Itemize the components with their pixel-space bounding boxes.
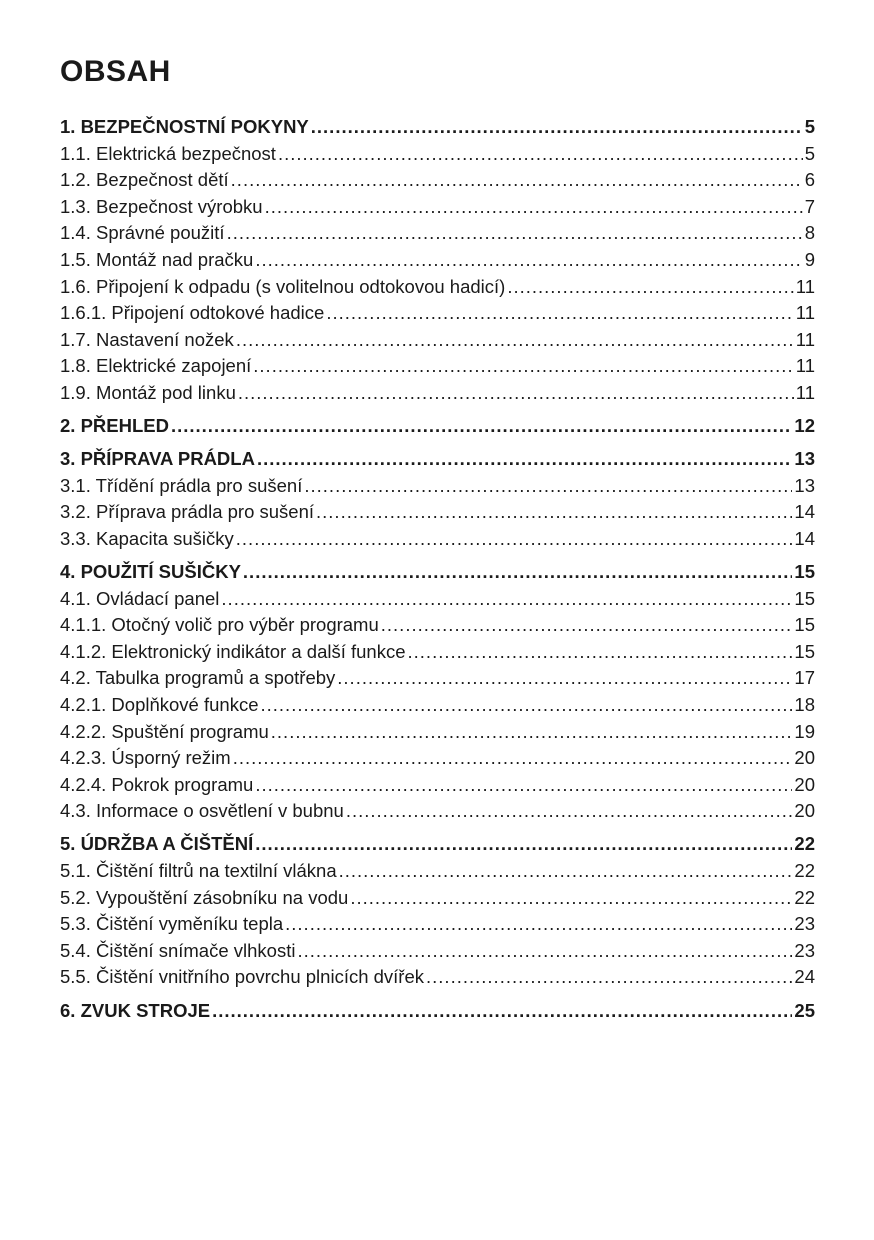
toc-entry-label: 5.4. Čištění snímače vlhkosti [60, 939, 296, 961]
toc-page-number: 22 [794, 886, 815, 908]
toc-section-row[interactable] [60, 998, 815, 1025]
toc-entry-label: 5. ÚDRŽBA A ČIŠTĚNÍ [60, 833, 254, 855]
toc-entry-label: 4.2.1. Doplňkové funkce [60, 693, 259, 715]
toc-page-number: 11 [795, 355, 815, 377]
toc-entry-label: 5.1. Čištění filtrů na textilní vlákna [60, 860, 337, 882]
toc-dot-leader [236, 526, 793, 553]
toc-entry-label: 5.5. Čištění vnitřního povrchu plnicích dvířek [60, 966, 425, 988]
toc-item-row[interactable] [60, 772, 815, 799]
toc-dot-leader [261, 692, 793, 719]
toc-dot-leader [227, 220, 803, 247]
toc-item-row[interactable] [60, 300, 815, 327]
toc-page-number: 20 [794, 773, 815, 795]
toc-dot-leader [265, 194, 803, 221]
toc-entry-label: 1.2. Bezpečnost dětí [60, 169, 229, 191]
toc-item-row[interactable] [60, 327, 815, 354]
toc-entry-label: 1.4. Správné použití [60, 222, 225, 244]
toc-item-row[interactable] [60, 692, 815, 719]
toc-item-row[interactable] [60, 938, 815, 965]
toc-page-number: 15 [794, 614, 815, 636]
toc-page-number: 22 [794, 833, 815, 855]
toc-page-number: 5 [804, 116, 815, 137]
toc-entry-label: 1.1. Elektrická bezpečnost [60, 142, 276, 164]
toc-page-number: 19 [794, 720, 815, 742]
toc-item-row[interactable] [60, 274, 815, 301]
toc-page-number: 22 [794, 860, 815, 882]
toc-page-number: 23 [794, 913, 815, 935]
toc-dot-leader [243, 559, 793, 586]
toc-page-number: 18 [794, 693, 815, 715]
toc-dot-leader [297, 938, 792, 965]
toc-dot-leader [255, 831, 792, 858]
toc-item-row[interactable] [60, 167, 815, 194]
toc-entry-label: 3. PŘÍPRAVA PRÁDLA [60, 448, 255, 470]
toc-entry-label: 4.2.4. Pokrok programu [60, 773, 254, 795]
toc-item-row[interactable] [60, 964, 815, 991]
toc-dot-leader [271, 719, 793, 746]
toc-dot-leader [337, 665, 792, 692]
toc-entry-label: 1.6.1. Připojení odtokové hadice [60, 302, 325, 324]
toc-page-number: 11 [795, 275, 815, 297]
toc-page-number: 13 [794, 474, 815, 496]
toc-page-number: 11 [795, 302, 815, 324]
toc-dot-leader [278, 141, 803, 168]
toc-dot-leader [257, 446, 792, 473]
toc-page-number: 6 [804, 169, 815, 191]
toc-section-row[interactable] [60, 446, 815, 473]
toc-item-row[interactable] [60, 612, 815, 639]
toc-item-row[interactable] [60, 858, 815, 885]
toc-section-row[interactable] [60, 413, 815, 440]
toc-page-number: 20 [794, 747, 815, 769]
toc-page-number: 14 [794, 527, 815, 549]
toc-item-row[interactable] [60, 798, 815, 825]
toc-item-row[interactable] [60, 639, 815, 666]
toc-entry-label: 1.7. Nastavení nožek [60, 328, 234, 350]
toc-entry-label: 1.8. Elektrické zapojení [60, 355, 252, 377]
toc-dot-leader [408, 639, 793, 666]
toc-dot-leader [381, 612, 793, 639]
toc-dot-leader [326, 300, 793, 327]
toc-entry-label: 5.3. Čištění vyměníku tepla [60, 913, 284, 935]
toc-entry-label: 6. ZVUK STROJE [60, 999, 211, 1021]
toc-entry-label: 4.3. Informace o osvětlení v bubnu [60, 800, 344, 822]
toc-entry-label: 4.1.1. Otočný volič pro výběr programu [60, 614, 379, 636]
toc-entry-label: 4.2.3. Úsporný režim [60, 747, 231, 769]
toc-page-number: 14 [794, 501, 815, 523]
toc-page-number: 23 [794, 939, 815, 961]
toc-dot-leader [253, 353, 794, 380]
toc-item-row[interactable] [60, 885, 815, 912]
toc-item-row[interactable] [60, 380, 815, 407]
toc-entry-label: 3.2. Příprava prádla pro sušení [60, 501, 315, 523]
toc-item-row[interactable] [60, 473, 815, 500]
toc-item-row[interactable] [60, 911, 815, 938]
toc-item-row[interactable] [60, 526, 815, 553]
toc-dot-leader [255, 247, 802, 274]
toc-page-number: 20 [794, 800, 815, 822]
toc-item-row[interactable] [60, 586, 815, 613]
toc-page-number: 7 [804, 195, 815, 217]
toc-item-row[interactable] [60, 141, 815, 168]
toc-entry-label: 4.1. Ovládací panel [60, 587, 220, 609]
toc-page-number: 9 [804, 248, 815, 270]
toc-page-number: 15 [794, 561, 815, 582]
toc-item-row[interactable] [60, 499, 815, 526]
toc-dot-leader [311, 114, 803, 141]
toc-entry-label: 3.3. Kapacita sušičky [60, 527, 234, 549]
toc-item-row[interactable] [60, 194, 815, 221]
toc-page-number: 24 [794, 966, 815, 988]
toc-section-row[interactable] [60, 114, 815, 141]
toc-dot-leader [255, 772, 792, 799]
toc-dot-leader [212, 998, 792, 1025]
toc-item-row[interactable] [60, 745, 815, 772]
toc-entry-label: 1. BEZPEČNOSTNÍ POKYNY [60, 116, 309, 137]
toc-page-number: 11 [795, 381, 815, 403]
table-of-contents [60, 114, 815, 1024]
page-title: OBSAH [60, 55, 171, 88]
toc-entry-label: 1.6. Připojení k odpadu (s volitelnou odtokovou hadicí) [60, 275, 506, 297]
toc-dot-leader [221, 586, 792, 613]
toc-dot-leader [233, 745, 793, 772]
toc-entry-label: 2. PŘEHLED [60, 415, 169, 437]
toc-item-row[interactable] [60, 719, 815, 746]
toc-dot-leader [285, 911, 792, 938]
toc-dot-leader [236, 327, 794, 354]
toc-entry-label: 4.2. Tabulka programů a spotřeby [60, 667, 336, 689]
toc-entry-label: 4.2.2. Spuštění programu [60, 720, 269, 742]
toc-entry-label: 1.3. Bezpečnost výrobku [60, 195, 263, 217]
toc-dot-leader [426, 964, 792, 991]
toc-dot-leader [238, 380, 794, 407]
toc-page-number: 8 [804, 222, 815, 244]
toc-page-number: 15 [794, 640, 815, 662]
toc-item-row[interactable] [60, 353, 815, 380]
toc-page-number: 15 [794, 587, 815, 609]
toc-dot-leader [304, 473, 792, 500]
toc-page-number: 13 [794, 448, 815, 470]
toc-item-row[interactable] [60, 220, 815, 247]
toc-entry-label: 4. POUŽITÍ SUŠIČKY [60, 561, 241, 582]
toc-page-number: 5 [804, 142, 815, 164]
toc-dot-leader [350, 885, 792, 912]
toc-page-number: 11 [795, 328, 815, 350]
toc-entry-label: 1.5. Montáž nad pračku [60, 248, 254, 270]
toc-section-row[interactable] [60, 559, 815, 586]
toc-entry-label: 4.1.2. Elektronický indikátor a další funkce [60, 640, 406, 662]
toc-item-row[interactable] [60, 247, 815, 274]
toc-page-number: 12 [794, 415, 815, 437]
toc-dot-leader [316, 499, 792, 526]
toc-dot-leader [231, 167, 803, 194]
toc-dot-leader [346, 798, 793, 825]
toc-dot-leader [171, 413, 792, 440]
toc-page-number: 25 [794, 999, 815, 1021]
toc-dot-leader [339, 858, 793, 885]
toc-entry-label: 1.9. Montáž pod linku [60, 381, 236, 403]
toc-entry-label: 3.1. Třídění prádla pro sušení [60, 474, 303, 496]
toc-entry-label: 5.2. Vypouštění zásobníku na vodu [60, 886, 349, 908]
toc-item-row[interactable] [60, 665, 815, 692]
toc-page-number: 17 [794, 667, 815, 689]
toc-section-row[interactable] [60, 831, 815, 858]
toc-dot-leader [507, 274, 793, 301]
